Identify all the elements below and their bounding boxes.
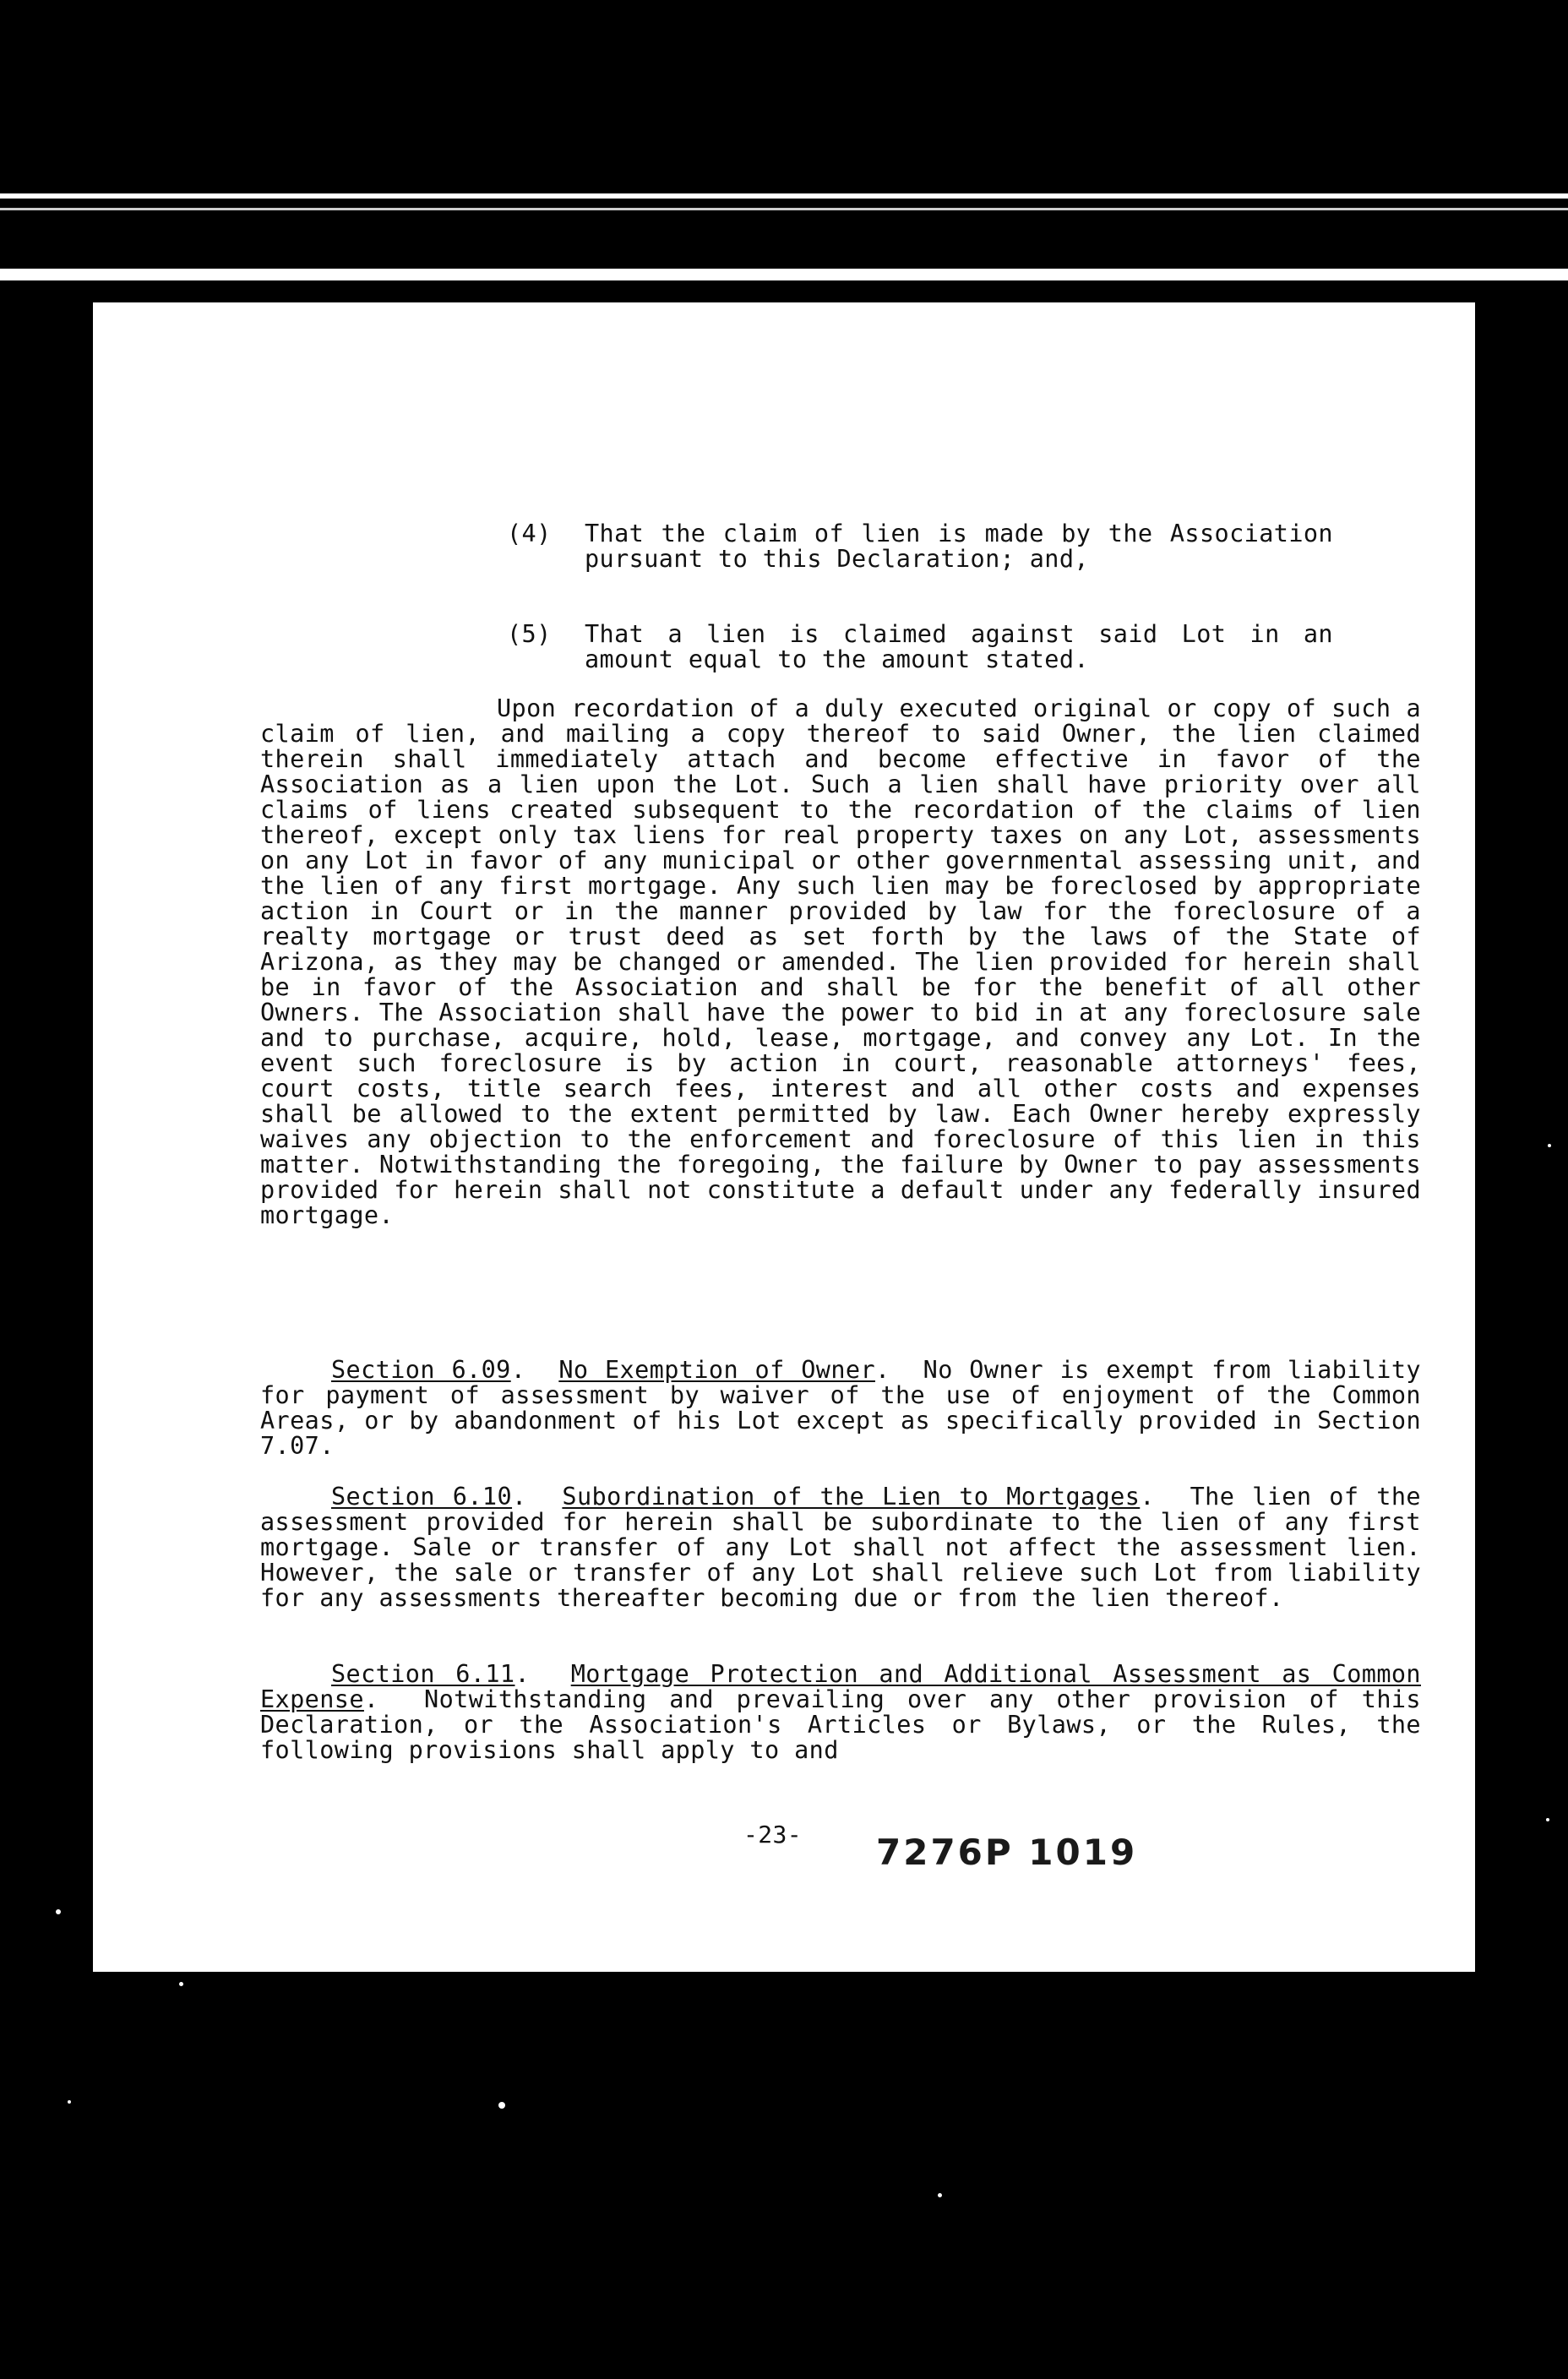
scan-border-line — [0, 193, 1568, 199]
section-6-11: Section 6.11. Mortgage Protection and Additional Assessment as Common Expense. Notwithstanding and prevailing over any other provision of this Declaration, or the Association's Articles or Bylaws, or the Rules, the following provisions shall apply to and — [260, 1660, 1421, 1764]
section-number: Section 6.11 — [331, 1660, 515, 1688]
scan-speck — [1548, 1144, 1551, 1147]
section-body: No Owner is exempt from liability for payment of assessment by waiver of the use of enjoyment of the Common Areas, or by abandonment of his Lot except as specifically provided in Section 7.07. — [260, 1356, 1421, 1460]
section-title: Subordination of the Lien to Mortgages — [562, 1483, 1141, 1511]
scan-border-line — [0, 269, 1568, 280]
scan-speck — [179, 1982, 183, 1986]
recording-stamp: 7276P 1019 — [876, 1832, 1138, 1873]
list-item-text: That a lien is claimed against said Lot in an amount equal to the amount stated. — [585, 620, 1333, 673]
scan-speck — [56, 1909, 61, 1914]
scan-speck — [938, 2193, 942, 2197]
section-title: Mortgage Protection and Additional Assessment as Common Expense — [260, 1660, 1421, 1713]
scan-speck — [498, 2102, 505, 2109]
section-body: Notwithstanding and prevailing over any other provision of this Declaration, or the Association's Articles or Bylaws, or the Rules, the following provisions shall apply to and — [260, 1685, 1421, 1764]
section-6-09: Section 6.09. No Exemption of Owner. No Owner is exempt from liability for payment of assessment by waiver of the use of enjoyment of the Common Areas, or by abandonment of his Lot except as specifically provided in Section 7.07. — [260, 1356, 1421, 1460]
document-page — [93, 302, 1475, 1972]
section-body: The lien of the assessment provided for herein shall be subordinate to the lien of any first mortgage. Sale or transfer of any Lot shall not affect the assessment lien. However, the sale or transfer of any Lot shall relieve such Lot from liability for any assessments thereafter becoming due or from the lien thereof. — [260, 1483, 1421, 1612]
section-number: Section 6.10 — [331, 1483, 513, 1511]
page-number: -23- — [743, 1821, 803, 1848]
list-item-text: That the claim of lien is made by the Association pursuant to this Declaration; and, — [585, 520, 1333, 573]
section-6-10: Section 6.10. Subordination of the Lien to Mortgages. The lien of the assessment provided for herein shall be subordinate to the lien of any first mortgage. Sale or transfer of any Lot shall not affect the assessment lien. However, the sale or transfer of any Lot shall relieve such Lot from liability for any assessments thereafter becoming due or from the lien thereof. — [260, 1483, 1421, 1612]
lien-recordation-paragraph — [260, 696, 1421, 1228]
scan-border-line — [0, 208, 1568, 210]
scan-speck — [1546, 1818, 1549, 1821]
list-item-number: (4) — [507, 520, 552, 547]
paragraph-text: Upon recordation of a duly executed original or copy of such a claim of lien, and mailing a copy thereof to said Owner, the lien claimed therein shall immediately attach and become effective in favor of the Association as a lien upon the Lot. Such a lien shall have priority over all claims of liens created subsequent to the recordation of the claims of lien thereof, except only tax liens for real property taxes on any Lot, assessments on any Lot in favor of any municipal or other governmental assessing unit, and the lien of any first mortgage. Any such lien may be foreclosed by appropriate action in Court or in the manner provided by law for the foreclosure of a realty mortgage or trust deed as set forth by the laws of the State of Arizona, as they may be changed or amended. The lien provided for herein shall be in favor of the Association and shall be for the benefit of all other Owners. The Association shall have the power to bid in at any foreclosure sale and to purchase, acquire, hold, lease, mortgage, and convey any Lot. In the event such foreclosure is by action in court, reasonable attorneys' fees, court costs, title search fees, interest and all other costs and expenses shall be allowed to the extent permitted by law. Each Owner hereby expressly waives any objection to the enforcement and foreclosure of this lien in this matter. Notwithstanding the foregoing, the failure by Owner to pay assessments provided for herein shall not constitute a default under any federally insured mortgage. — [260, 694, 1421, 1229]
section-title: No Exemption of Owner — [558, 1356, 875, 1384]
scan-speck — [68, 2100, 71, 2104]
list-item-number: (5) — [507, 620, 552, 648]
section-number: Section 6.09 — [331, 1356, 511, 1384]
